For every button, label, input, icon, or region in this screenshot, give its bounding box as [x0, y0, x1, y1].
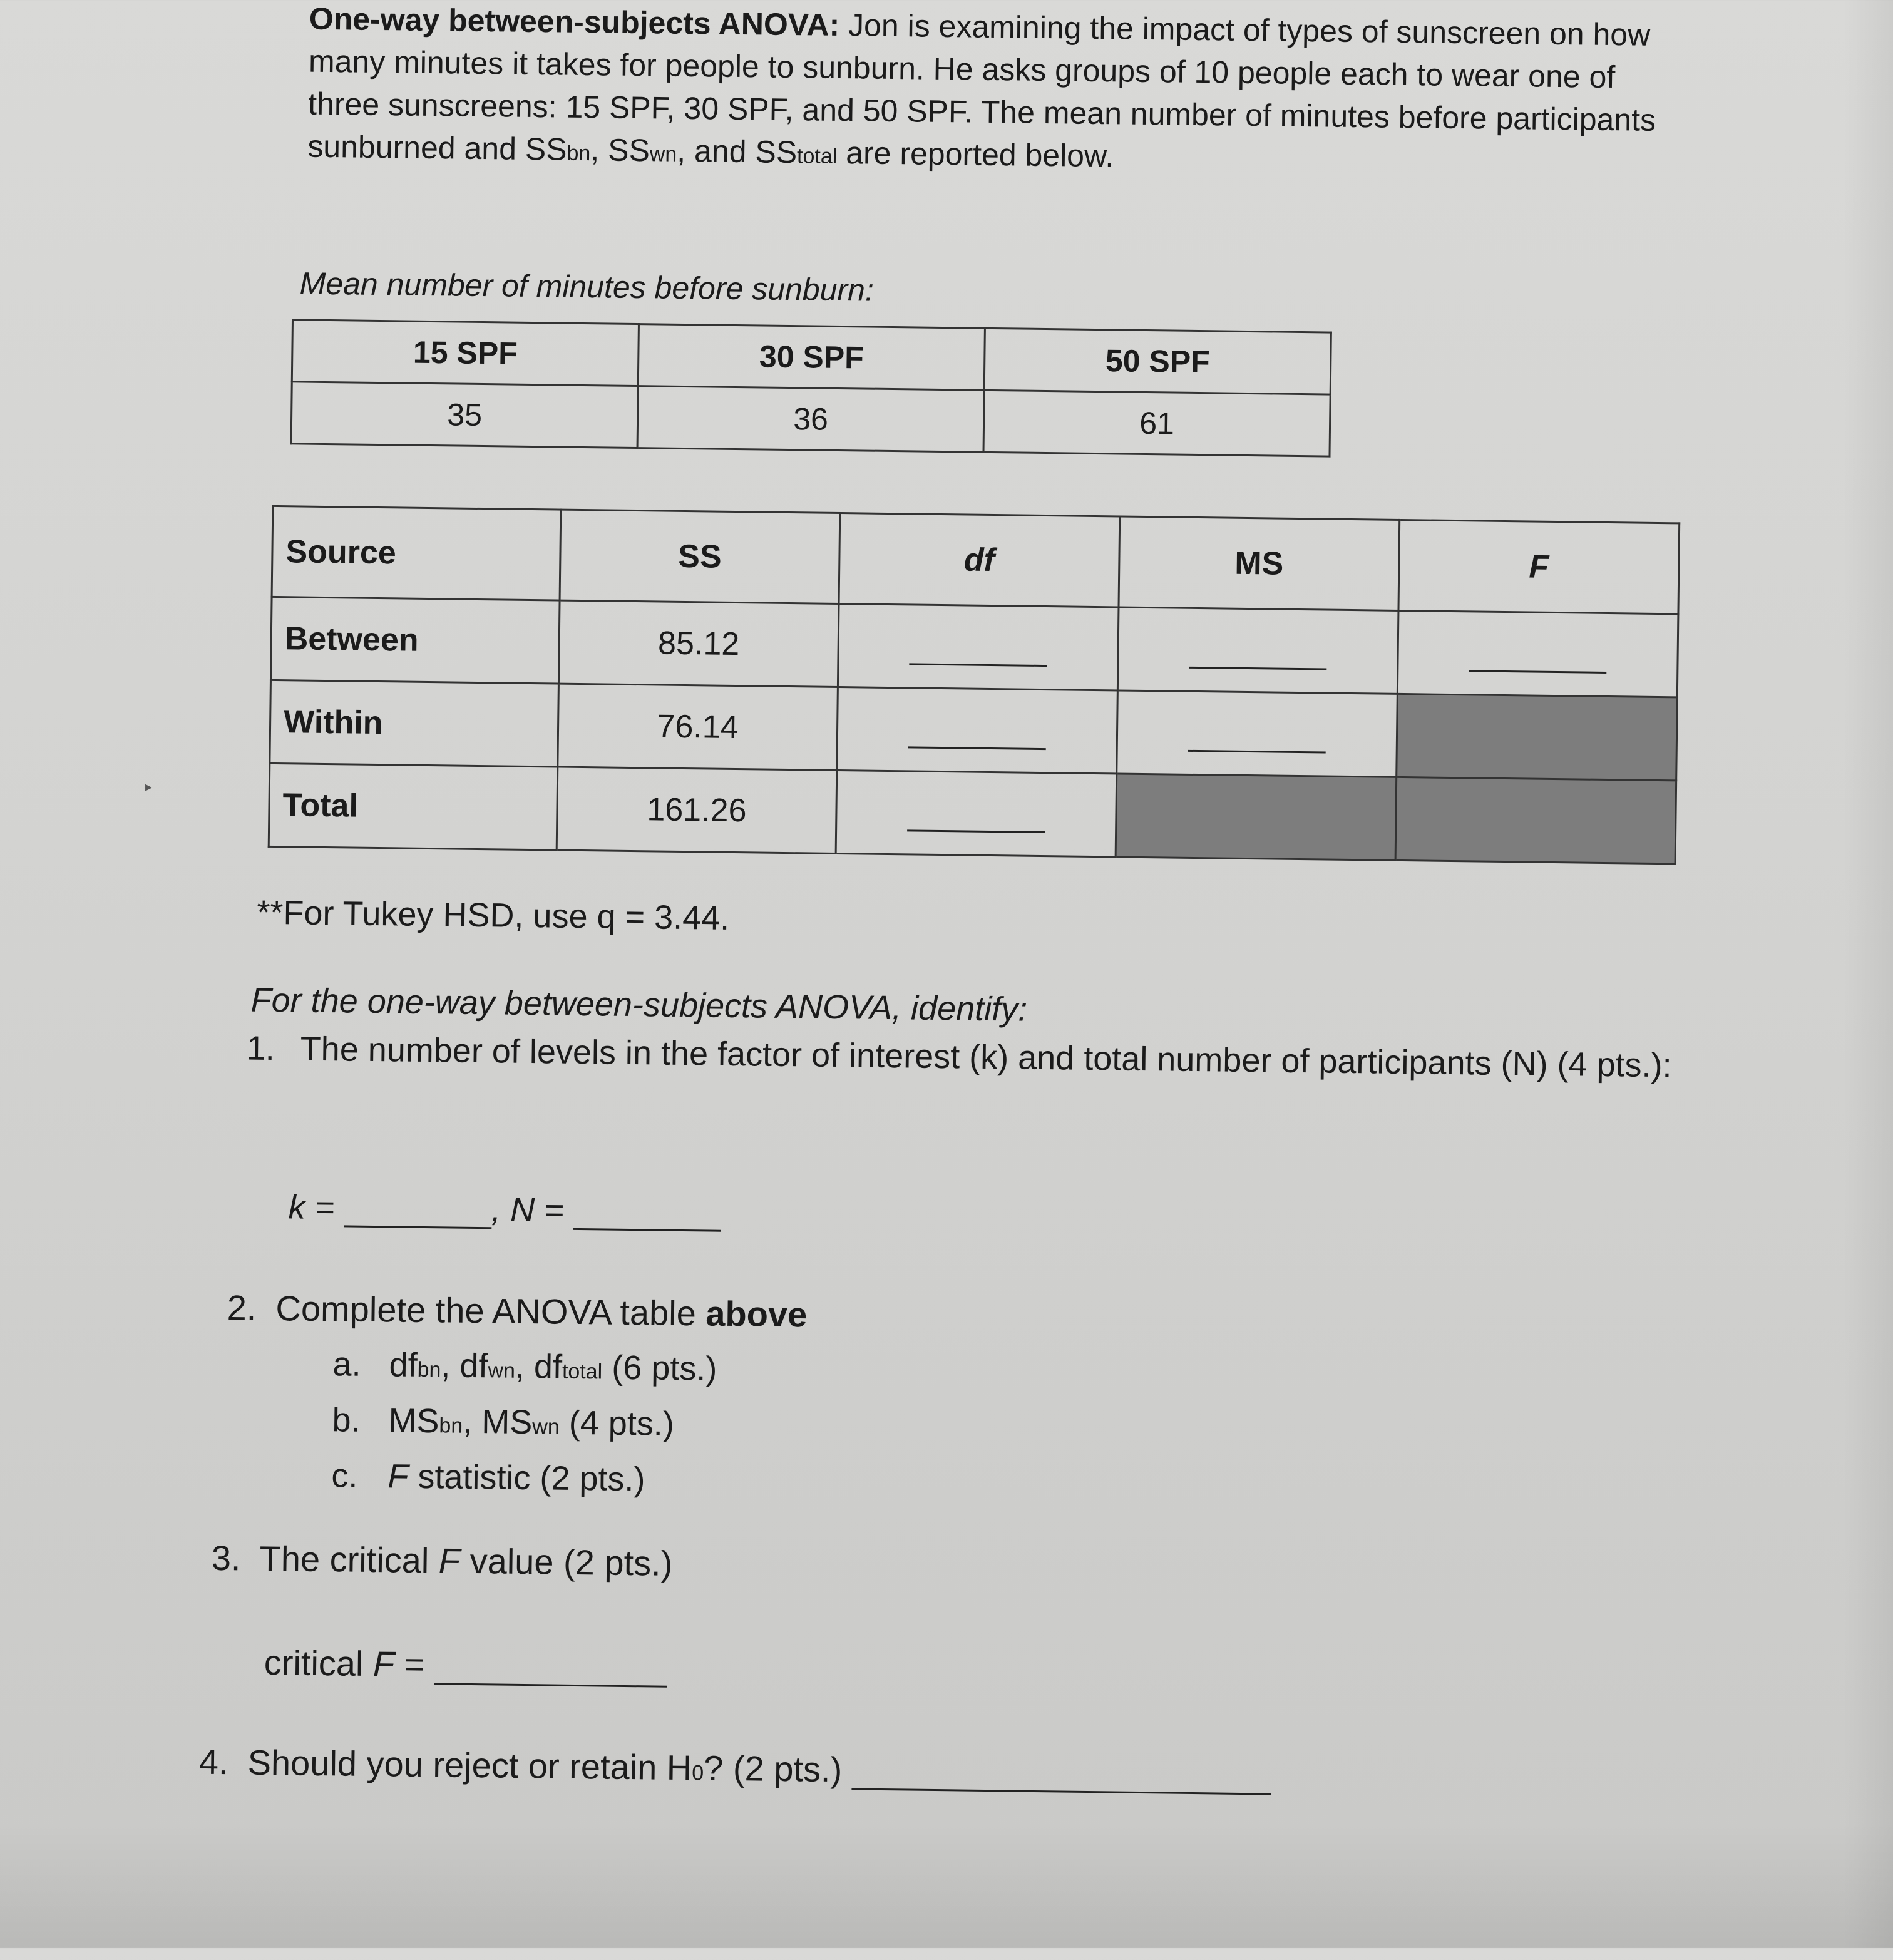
ms-between-cell — [1117, 607, 1398, 694]
page-bottom-shade — [0, 1823, 1893, 1948]
means-header-15spf: 15 SPF — [292, 320, 639, 386]
n-label: , N = — [491, 1191, 565, 1229]
ms-total-shaded-cell — [1116, 774, 1397, 860]
tukey-note: **For Tukey HSD, use q = 3.44. — [257, 893, 730, 937]
means-value-15spf: 35 — [291, 382, 638, 448]
df-total-cell — [836, 770, 1117, 856]
means-header-30spf: 30 SPF — [638, 324, 985, 391]
problem-intro: One-way between-subjects ANOVA: Jon is examining the impact of types of sunscreen on how many minutes it takes for people to sunburn. He asks groups of 10 people each to wear one of three sunscreens: 15 SPF, 30 SPF, and 50 SPF. The mean number of minutes before participants sunburned and SSbn, SSwn, and SStotal are reported below. — [307, 1, 1656, 174]
question-3-number: 3. — [211, 1537, 241, 1578]
identify-instruction: For the one-way between-subjects ANOVA, identify: — [250, 981, 1028, 1029]
anova-header-f: F — [1398, 520, 1680, 613]
ms-within-cell — [1117, 690, 1398, 777]
question-4-number: 4. — [198, 1742, 228, 1782]
k-blank[interactable] — [344, 1200, 492, 1229]
source-between: Between — [270, 597, 560, 684]
critical-f-answer-line: critical F = — [264, 1642, 667, 1688]
page-edge-shadow — [1843, 0, 1893, 1948]
question-2-number: 2. — [227, 1288, 257, 1328]
df-within-blank[interactable] — [908, 721, 1047, 750]
anova-header-df: df — [839, 513, 1120, 607]
ms-between-blank[interactable] — [1189, 642, 1327, 670]
question-2c: c. F statistic (2 pts.) — [331, 1457, 645, 1499]
critical-f-blank[interactable] — [434, 1658, 667, 1688]
ss-total: 161.26 — [557, 767, 837, 853]
means-value-30spf: 36 — [637, 386, 984, 453]
ss-between: 85.12 — [558, 600, 839, 687]
question-3: 3. The critical F value (2 pts.) — [211, 1537, 673, 1583]
df-within-cell — [837, 687, 1118, 773]
df-total-blank[interactable] — [907, 804, 1045, 833]
means-value-row — [291, 382, 1330, 456]
source-total: Total — [269, 763, 558, 850]
question-2-sublist — [331, 1338, 717, 1506]
df-between-cell — [838, 604, 1119, 690]
question-2-text: Complete the ANOVA table — [275, 1288, 697, 1333]
f-within-shaded-cell — [1397, 694, 1678, 780]
anova-row-total — [269, 763, 1676, 863]
question-2a: a. dfbn, dfwn, dftotal (6 pts.) — [332, 1345, 717, 1388]
anova-header-source: Source — [272, 506, 561, 600]
margin-arrow-icon: ▸ — [145, 779, 153, 794]
f-between-blank[interactable] — [1469, 645, 1607, 674]
ss-within: 76.14 — [558, 684, 838, 770]
question-2-bold: above — [705, 1293, 808, 1335]
question-2 — [227, 1287, 807, 1335]
anova-header-ss: SS — [560, 510, 840, 603]
ms-within-blank[interactable] — [1188, 725, 1326, 754]
question-1-number: 1. — [246, 1029, 275, 1068]
means-caption: Mean number of minutes before sunburn: — [299, 265, 875, 308]
means-table — [290, 319, 1332, 457]
question-4: 4. Should you reject or retain H0? (2 pts.) — [198, 1742, 1271, 1795]
problem-heading: One-way between-subjects ANOVA: — [309, 1, 840, 43]
k-n-answer-line — [288, 1188, 721, 1231]
reject-retain-blank[interactable] — [851, 1763, 1271, 1795]
means-header-50spf: 50 SPF — [984, 328, 1331, 394]
anova-header-row — [272, 506, 1680, 613]
question-1-text: The number of levels in the factor of interest (k) and total number of participants (N) (4 pts.): — [300, 1030, 1672, 1085]
source-within: Within — [270, 680, 559, 767]
question-2b: b. MSbn, MSwn (4 pts.) — [332, 1401, 675, 1443]
question-1 — [246, 1026, 1674, 1089]
df-between-blank[interactable] — [909, 638, 1047, 667]
anova-table — [268, 505, 1681, 865]
anova-header-ms: MS — [1119, 516, 1400, 610]
f-total-shaded-cell — [1395, 777, 1676, 863]
k-label: k = — [288, 1188, 335, 1227]
f-between-cell — [1397, 610, 1678, 697]
means-value-50spf: 61 — [983, 390, 1330, 456]
n-blank[interactable] — [573, 1203, 721, 1232]
